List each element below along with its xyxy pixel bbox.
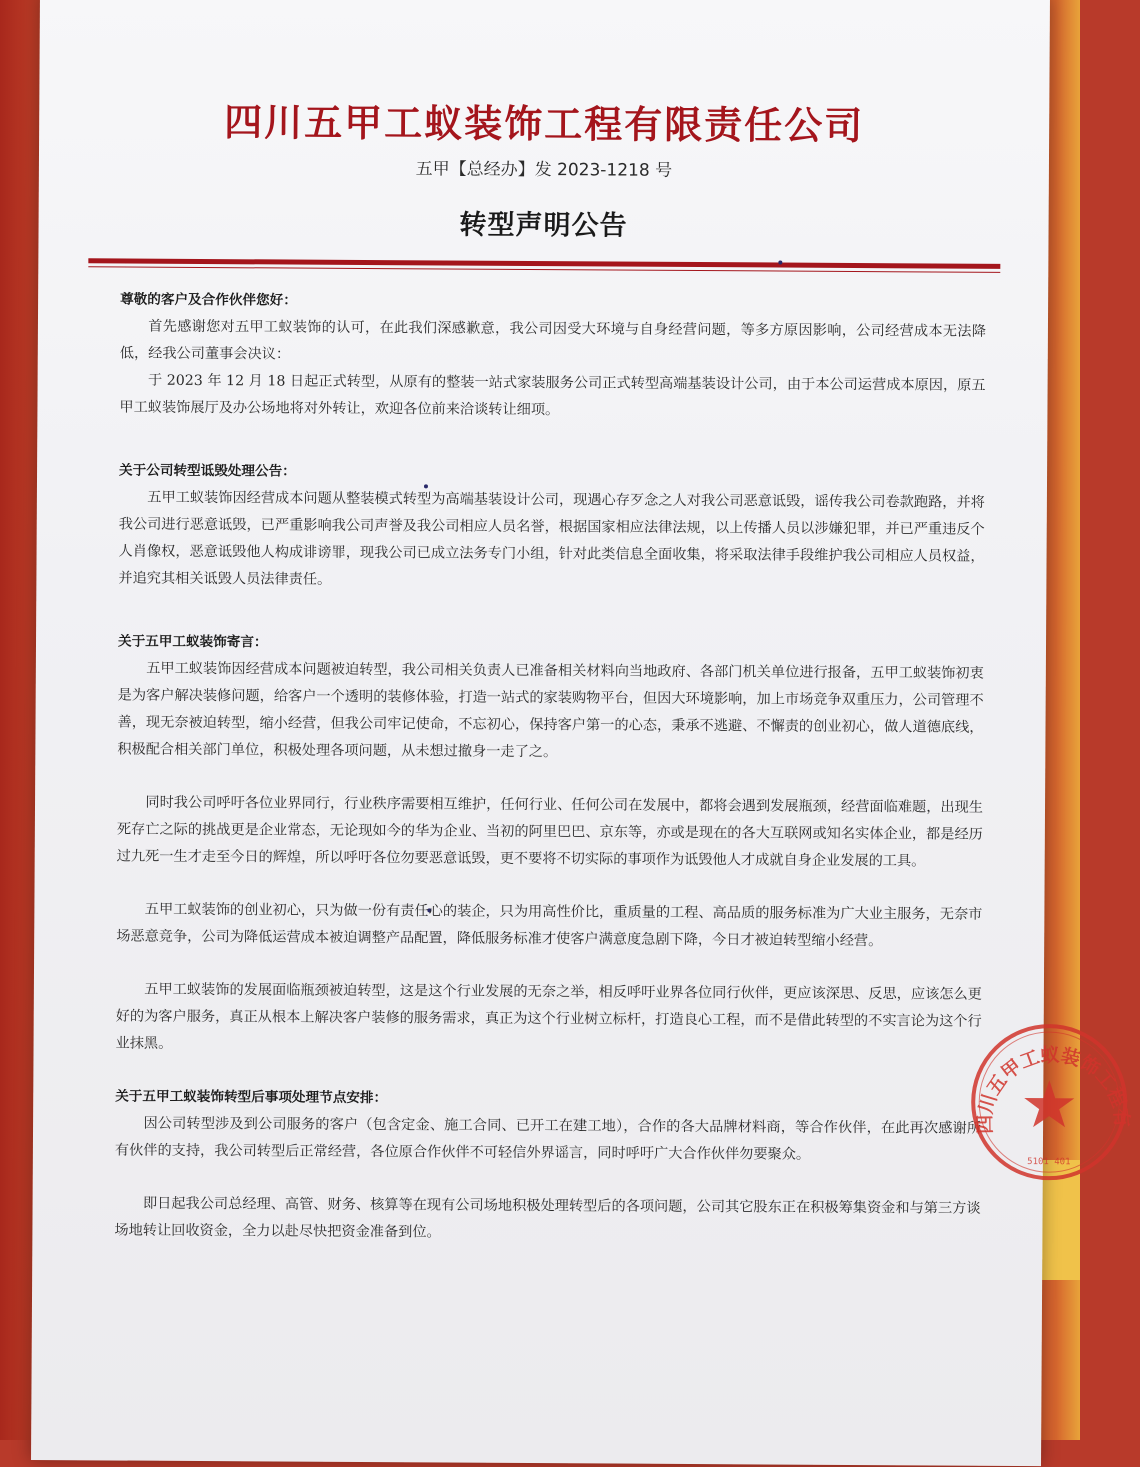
document-number: 五甲【总经办】发 2023-1218 号	[415, 159, 673, 181]
section-heading-defamation: 关于公司转型诋毁处理公告：	[119, 462, 296, 480]
section-paragraph: 同时我公司呼吁各位业界同行，行业秩序需要相互维护，任何行业、任何公司在发展中，都将会遇到发展瓶颈，经营面临难题，出现生死存亡之际的挑战更是企业常态，无论现如今的华为企业、当初的阿里巴巴、京东等，亦或是现在的各大互联网或知名实体企业，都是经历过九死一生才走至今日的辉煌，所以呼吁各位勿要恶意诋毁，更不要将不切实际的事项作为诋毁他人才成就自身企业发展的工具。	[116, 794, 984, 870]
section-paragraph: 五甲工蚁装饰因经营成本问题被迫转型，我公司相关负责人已准备相关材料向当地政府、各部门机关单位进行报备，五甲工蚁装饰初衷是为客户解决装修问题，给客户一个透明的装修体验，打造一站式的家装购物平台，但因大环境影响，加上市场竞争双重压力，公司管理不善，现无奈被迫转型，缩小经营，但我公司牢记使命，不忘初心，保持客户第一的心态，秉承不逃避、不懈责的创业初心，做人道德底线，积极配合相关部门单位，积极处理各项问题，从未想过撤身一走了之。	[117, 660, 984, 761]
section-paragraph: 五甲工蚁装饰因经营成本问题从整装模式转型为高端基装设计公司，现遇心存歹念之人对我公司恶意诋毁，谣传我公司卷款跑路，并将我公司进行恶意诋毁，已严重影响我公司声誉及我公司相应人员名誉，根据国家相应法律法规，以上传播人员以涉嫌犯罪，并已严重违反个人肖像权，恶意诋毁他人构成诽谤罪，现我公司已成立法务专门小组，针对此类信息全面收集，将采取法律手段维护我公司相应人员权益，并追究其相关诋毁人员法律责任。	[118, 489, 985, 588]
notice-subtitle: 转型声明公告	[459, 209, 628, 242]
section-paragraph: 五甲工蚁装饰的创业初心，只为做一份有责任心的装企，只为用高性价比，重质量的工程、高品质的服务标准为广大业主服务，无奈市场恶意竞争，公司为降低运营成本被迫调整产品配置，降低服务标准才使客户满意度急剧下降，今日才被迫转型缩小经营。	[116, 901, 983, 950]
greeting: 尊敬的客户及合作伙伴您好：	[120, 291, 297, 309]
seal-text: 四川五甲工蚁装饰工程有	[974, 1043, 1133, 1134]
seal-number: 5101 401	[1027, 1157, 1071, 1168]
intro-paragraph: 于 2023 年 12 月 18 日起正式转型，从原有的整装一站式家装服务公司正式转型高端基装设计公司，由于本公司运营成本原因，原五甲工蚁装饰展厅及办公场地将对外转让，欢迎各位前来洽谈转让细项。	[119, 372, 986, 419]
section-paragraph: 即日起我公司总经理、高管、财务、核算等在现有公司场地积极处理转型后的各项问题，公司其它股东正在积极筹集资金和与第三方谈场地转让回收资金，全力以赴尽快把资金准备到位。	[114, 1195, 981, 1241]
marker-dot	[778, 261, 782, 265]
company-title: 四川五甲工蚁装饰工程有限责任公司	[224, 99, 865, 149]
company-seal-stamp	[965, 1018, 1134, 1187]
section-paragraph: 五甲工蚁装饰的发展面临瓶颈被迫转型，这是这个行业发展的无奈之举，相反呼吁业界各位同行伙伴，更应该深思、反思，应该怎么更好的为客户服务，真正从根本上解决客户装修的服务需求，真正为这个行业树立标杆，打造良心工程，而不是借此转型的不实言论为这个行业抹黑。	[115, 981, 982, 1052]
seal-star-icon	[1024, 1080, 1074, 1127]
section-heading-arrangements: 关于五甲工蚁装饰转型后事项处理节点安排：	[115, 1088, 388, 1107]
intro-paragraph: 首先感谢您对五甲工蚁装饰的认可，在此我们深感歉意，我公司因受大环境与自身经营问题，等多方原因影响，公司经营成本无法降低，经我公司董事会决议：	[119, 318, 986, 363]
notice-paper	[31, 0, 1133, 1466]
section-paragraph: 因公司转型涉及到公司服务的客户（包含定金、施工合同、已开工在建工地），合作的各大品牌材料商，等合作伙伴，在此再次感谢所有伙伴的支持，我公司转型后正常经营，各位原合作伙伴不可轻信外界谣言，同时呼吁广大合作伙伴勿要聚众。	[114, 1115, 982, 1163]
section-heading-message: 关于五甲工蚁装饰寄言：	[117, 633, 268, 651]
notice-body	[114, 286, 986, 1249]
